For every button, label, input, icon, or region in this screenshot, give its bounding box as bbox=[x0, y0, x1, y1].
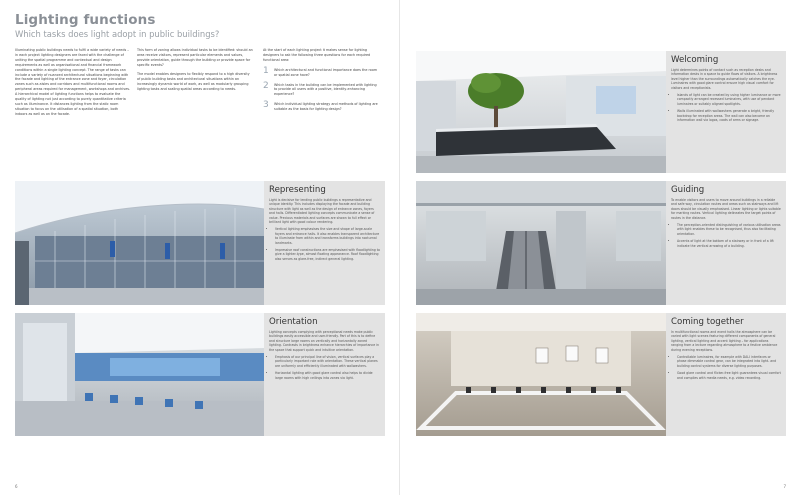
conference-photo bbox=[416, 313, 666, 436]
zoning-paragraph: This form of zoning allows individual tasks to be identified: should an area receive visitors, represent particular elements and values, provide orientation, guide through the building or provide space for specific events? bbox=[137, 48, 253, 67]
intro-column-1 bbox=[15, 48, 131, 121]
orientation-text bbox=[269, 330, 380, 383]
bullet-item: • Controllable luminaires, for example with DALI interfaces or phase dimmable control gear, can be integrated into light- and building control systems for diverse lighting purposes. bbox=[677, 355, 781, 368]
page-subtitle: Which tasks does light adopt in public buildings? bbox=[15, 29, 220, 39]
bullet-item: • Accents of light at the bottom of a stairway or in front of a lift indicate the vertical arrowing of a building. bbox=[677, 239, 781, 248]
coming-together-heading: Coming together bbox=[671, 317, 744, 327]
bullet-item: • Impressive roof constructions are emphasised with floodlighting to give a lighter-type, almost floating appearance. Roof floodlighting also serves as glare-free, indirect general lighting. bbox=[275, 248, 380, 261]
question-text: Which architectural and functional importance does the room or spatial zone have? bbox=[274, 67, 378, 77]
page-title: Lighting functions bbox=[15, 12, 156, 28]
coming-together-body: In multifunctional rooms and event halls the atmosphere can be varied with light scenes featuring different components of general lighting, vertical lighting and accent lighting – for applications ranging from a lecture regarding atmosphere to a festive ambience during evening receptions. bbox=[671, 330, 778, 352]
bullet-item: • Emphasis of our principal line of vision, vertical surfaces play a particularly important role with orientation. These vertical planes are uniformly and efficiently illuminated with wallwashers. bbox=[275, 355, 380, 368]
guiding-bullets bbox=[671, 223, 781, 248]
welcoming-body: Light determines points of contact such as reception desks and information desks in a space to guide flows of visitors. A brightness level higher than the surroundings automatically catches the eye. Luminaires with good glare control ensure high visual comfort for visitors and receptionists. bbox=[671, 68, 778, 90]
intro-column-2 bbox=[137, 48, 253, 96]
questions-list bbox=[263, 65, 381, 112]
representing-text bbox=[269, 198, 380, 264]
question-text: Which tasks in the building can be implemented with lighting to provide all users with a positive, identity-enhancing experience? bbox=[274, 82, 377, 97]
orientation-bullets bbox=[269, 355, 380, 380]
coming-together-panel bbox=[666, 313, 786, 436]
model-paragraph: The model enables designers to flexibly respond to a high diversity of public building tasks and architectural situations within an increasingly dynamic world of work, as well as modularly grouping lighting tasks and scaling spatial areas according to needs. bbox=[137, 72, 250, 91]
welcoming-text bbox=[671, 68, 781, 125]
question-text: Which individual lighting strategy and methods of lighting are suitable as the basis for lighting design? bbox=[274, 102, 378, 112]
representing-bullets bbox=[269, 227, 380, 261]
bullet-item: • Walls illuminated with wallwashers generate a bright, friendly backdrop for reception areas. The wall can also become an information wall via logos, coats of arms or signage. bbox=[677, 109, 781, 122]
representing-panel bbox=[264, 181, 385, 305]
questions-column bbox=[263, 48, 381, 112]
escalator-photo bbox=[416, 181, 666, 305]
question-item bbox=[263, 80, 381, 98]
bullet-item: • Good glare control and flicker-free light guarantees visual comfort and complies with media needs, e.g. video recording. bbox=[677, 371, 781, 380]
coming-together-text bbox=[671, 330, 781, 383]
coming-together-bullets bbox=[671, 355, 781, 380]
welcoming-bullets bbox=[671, 93, 781, 122]
orientation-body: Lighting concepts complying with perceptional needs make public buildings easily accessible and user-friendly. Part of this is to define and structure large rooms on vertically and horizontally zoned lighting. Contrasts in brightness enhance hierarchies of importance in the space that support quick and intuitive orientation. bbox=[269, 330, 380, 352]
welcoming-heading: Welcoming bbox=[671, 55, 719, 65]
question-item bbox=[263, 65, 381, 78]
question-number: 3 bbox=[263, 100, 269, 111]
question-number: 1 bbox=[263, 65, 269, 76]
guiding-panel bbox=[666, 181, 786, 305]
representing-heading: Representing bbox=[269, 185, 326, 195]
question-item bbox=[263, 102, 381, 112]
representing-body: Light is decisive for lending public buildings a representative and unique identity. This includes displaying the facade and building structure with light as well as the design of entrance zones, foyers and halls. Differentiated lighting concepts communicate a sense of value. Precious materials and surfaces are shown to full effect or brilliant light with good colour rendering. bbox=[269, 198, 375, 225]
bullet-item: • Islands of light can be created by using higher luminance or more compactly arranged recessed luminaires, with use of pendant luminaires or suitably aligned spotlights. bbox=[677, 93, 781, 106]
bullet-item: • Vertical lighting emphasises the size and shape of large-scale foyers and entrance halls. It also enables transparent architecture to illuminate from within and transforms buildings into nocturnal landmarks. bbox=[275, 227, 380, 245]
page-number: 6 bbox=[15, 484, 18, 489]
question-number: 2 bbox=[263, 80, 269, 91]
welcoming-panel bbox=[666, 51, 786, 173]
right-page bbox=[400, 0, 800, 495]
intro-paragraph: Illuminating public buildings needs to fulfil a wide variety of needs – in each project lighting designers are faced with the challenge of uniting the spatial programme and contextual and design requirements as well as organisational and financial framework conditions within a single lighting concept. The range of tasks can include a variety of nuanced architectural situations beginning with the facade and lighting of the entrance zone and foyer, circulation zones such as aisles and corridors and multifunctional rooms and peripheral areas required for management, workshops and archives. A hierarchical model of lighting functions helps to evaluate the quality of lighting not just according to purely quantitative criteria such as illuminance. It distances lighting from the static room situation to focus on the utilisation of a spatial situation, both indoors as well as on the facade. bbox=[15, 48, 131, 116]
bullet-item: • Horizontal lighting with good glare control also helps to divide large rooms with high ceilings into zones via light. bbox=[275, 371, 380, 380]
orientation-heading: Orientation bbox=[269, 317, 318, 327]
guiding-heading: Guiding bbox=[671, 185, 705, 195]
page-number: 7 bbox=[783, 484, 786, 489]
questions-intro: At the start of each lighting project it makes sense for lighting designers to ask the following three questions for each required functional area: bbox=[263, 48, 371, 62]
guiding-body: To enable visitors and users to move around buildings in a reliable and safe way, circulation routes and areas such as stairways and lift doors should be visually emphasised. Linear lighting or lights suitable for marking routes. Vertical lighting delineates the target points of routes in the distance. bbox=[671, 198, 781, 220]
reception-photo bbox=[416, 51, 666, 173]
hall-photo bbox=[15, 313, 264, 436]
orientation-panel bbox=[264, 313, 385, 436]
guiding-text bbox=[671, 198, 781, 251]
bullet-item: • The perception-oriented distinguishing of various utilisation areas with light enables these to be recognised, thus also facilitating orientation. bbox=[677, 223, 781, 236]
foyer-photo bbox=[15, 181, 264, 305]
